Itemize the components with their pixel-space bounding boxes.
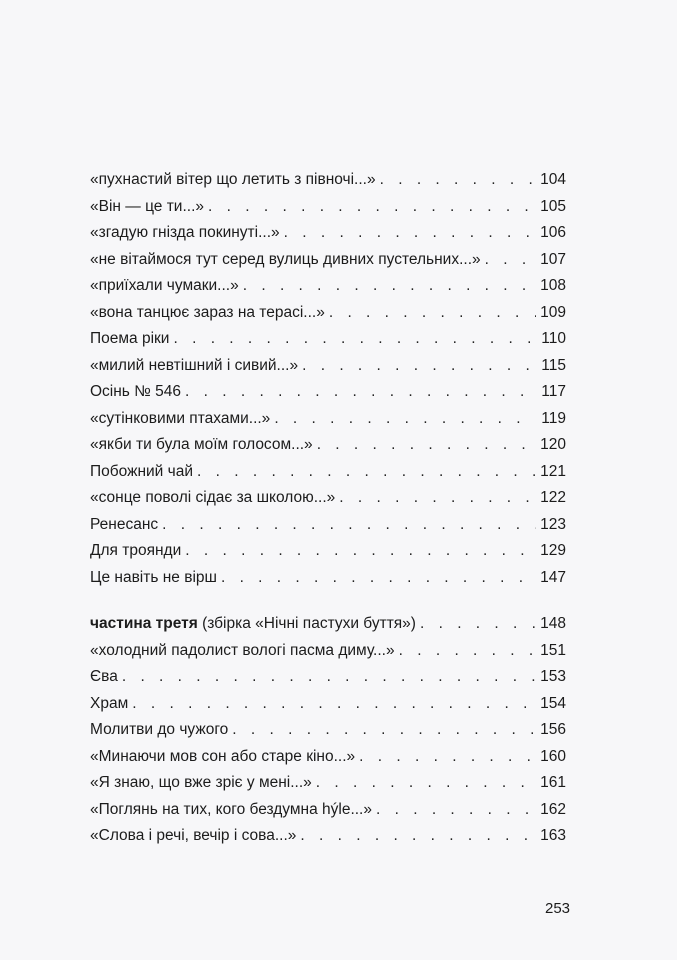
entry-page: 151 bbox=[540, 641, 566, 659]
entry-page: 122 bbox=[540, 489, 566, 506]
entry-page: 115 bbox=[541, 356, 566, 374]
toc-entry bbox=[90, 273, 566, 300]
toc-entry bbox=[90, 744, 566, 771]
dot-leader bbox=[329, 300, 536, 327]
entry-title: «Я знаю, що вже зріє у мені...» bbox=[90, 774, 312, 791]
entry-title: «пухнастий вітер що летить з півночі...» bbox=[90, 171, 376, 188]
entry-page: 108 bbox=[540, 277, 566, 294]
toc-entry bbox=[90, 300, 566, 327]
dot-leader bbox=[185, 379, 536, 406]
dot-leader bbox=[173, 326, 536, 353]
dot-leader bbox=[300, 823, 536, 850]
dot-leader bbox=[197, 459, 536, 486]
toc-entry bbox=[90, 379, 566, 406]
entry-page: 121 bbox=[540, 462, 566, 480]
entry-page: 109 bbox=[540, 303, 566, 321]
entry-page: 160 bbox=[540, 747, 566, 765]
entry-title: «Минаючи мов сон або старе кіно...» bbox=[90, 747, 356, 765]
entry-page: 162 bbox=[540, 800, 566, 818]
entry-page: 129 bbox=[540, 542, 566, 559]
toc-entry bbox=[90, 797, 566, 824]
dot-leader bbox=[274, 406, 536, 433]
entry-page: 161 bbox=[540, 774, 566, 791]
toc-entry bbox=[90, 538, 566, 565]
toc-entry bbox=[90, 326, 566, 353]
entry-page: 104 bbox=[540, 171, 566, 188]
entry-page: 107 bbox=[540, 250, 566, 268]
entry-title: Ренесанс bbox=[90, 515, 159, 533]
entry-title: Побожний чай bbox=[90, 462, 193, 480]
toc-entry bbox=[90, 512, 566, 539]
dot-leader bbox=[317, 432, 536, 459]
entry-title: Храм bbox=[90, 694, 129, 712]
dot-leader bbox=[399, 638, 536, 665]
entry-title: Осінь № 546 bbox=[90, 383, 181, 400]
dot-leader bbox=[132, 691, 536, 718]
entry-title: «холодний падолист вологі пасма диму...» bbox=[90, 641, 395, 659]
entry-page: 148 bbox=[540, 615, 566, 632]
toc-entry bbox=[90, 770, 566, 797]
entry-page: 163 bbox=[540, 827, 566, 844]
section-heading-label: частина третя bbox=[90, 615, 198, 632]
dot-leader bbox=[243, 273, 536, 300]
entry-page: 105 bbox=[540, 197, 566, 215]
section-heading-row bbox=[90, 611, 566, 638]
dot-leader bbox=[380, 167, 536, 194]
toc-entry bbox=[90, 459, 566, 486]
entry-title: Поема ріки bbox=[90, 330, 170, 347]
entry-title: «сонце поволі сідає за школою...» bbox=[90, 489, 336, 506]
dot-leader bbox=[302, 353, 536, 380]
dot-leader bbox=[420, 611, 536, 638]
entry-page: 106 bbox=[540, 224, 566, 241]
entry-title: «Він — це ти...» bbox=[90, 197, 205, 215]
toc-entry bbox=[90, 691, 566, 718]
toc-entry bbox=[90, 406, 566, 433]
dot-leader bbox=[376, 797, 536, 824]
toc-entry bbox=[90, 353, 566, 380]
entry-title: «згадую гнізда покинуті...» bbox=[90, 224, 280, 241]
dot-leader bbox=[162, 512, 536, 539]
entry-title: «приїхали чумаки...» bbox=[90, 277, 239, 294]
toc-entry bbox=[90, 823, 566, 850]
entry-title: «якби ти була моїм голосом...» bbox=[90, 436, 313, 453]
toc-entry bbox=[90, 167, 566, 194]
table-of-contents-part-three bbox=[90, 611, 566, 850]
entry-title: Для троянди bbox=[90, 542, 182, 559]
toc-entry bbox=[90, 717, 566, 744]
entry-page: 156 bbox=[540, 721, 566, 738]
entry-title: Єва bbox=[90, 668, 118, 685]
toc-entry bbox=[90, 664, 566, 691]
dot-leader bbox=[185, 538, 536, 565]
dot-leader bbox=[316, 770, 536, 797]
entry-page: 119 bbox=[541, 409, 566, 427]
entry-title: «не вітаймося тут серед вулиць дивних пустельних...» bbox=[90, 250, 481, 268]
entry-title: «вона танцює зараз на терасі...» bbox=[90, 303, 325, 321]
dot-leader bbox=[485, 247, 536, 274]
dot-leader bbox=[232, 717, 536, 744]
toc-entry bbox=[90, 194, 566, 221]
toc-entry bbox=[90, 638, 566, 665]
entry-title: «Поглянь на тих, кого бездумна hýle...» bbox=[90, 800, 372, 818]
entry-title: «милий невтішний і сивий...» bbox=[90, 356, 299, 374]
dot-leader bbox=[339, 485, 536, 512]
entry-page: 110 bbox=[541, 330, 566, 347]
table-of-contents bbox=[90, 167, 566, 591]
entry-page: 147 bbox=[540, 568, 566, 586]
entry-title: Це навіть не вірш bbox=[90, 568, 217, 586]
entry-title: «Слова і речі, вечір і сова...» bbox=[90, 827, 297, 844]
entry-page: 153 bbox=[540, 668, 566, 685]
entry-title: Молитви до чужого bbox=[90, 721, 229, 738]
dot-leader bbox=[208, 194, 536, 221]
entry-page: 120 bbox=[540, 436, 566, 453]
toc-entry bbox=[90, 565, 566, 592]
dot-leader bbox=[221, 565, 536, 592]
entry-title: «сутінковими птахами...» bbox=[90, 409, 271, 427]
section-subtitle: (збірка «Нічні пастухи буття») bbox=[202, 615, 416, 632]
section-heading bbox=[90, 611, 416, 638]
page-number: 253 bbox=[545, 900, 571, 917]
entry-page: 154 bbox=[540, 694, 566, 712]
toc-entry bbox=[90, 247, 566, 274]
toc-entry bbox=[90, 485, 566, 512]
toc-entry bbox=[90, 220, 566, 247]
entry-page: 117 bbox=[541, 383, 566, 400]
toc-entry bbox=[90, 432, 566, 459]
dot-leader bbox=[359, 744, 536, 771]
dot-leader bbox=[122, 664, 536, 691]
dot-leader bbox=[284, 220, 536, 247]
entry-page: 123 bbox=[540, 515, 566, 533]
